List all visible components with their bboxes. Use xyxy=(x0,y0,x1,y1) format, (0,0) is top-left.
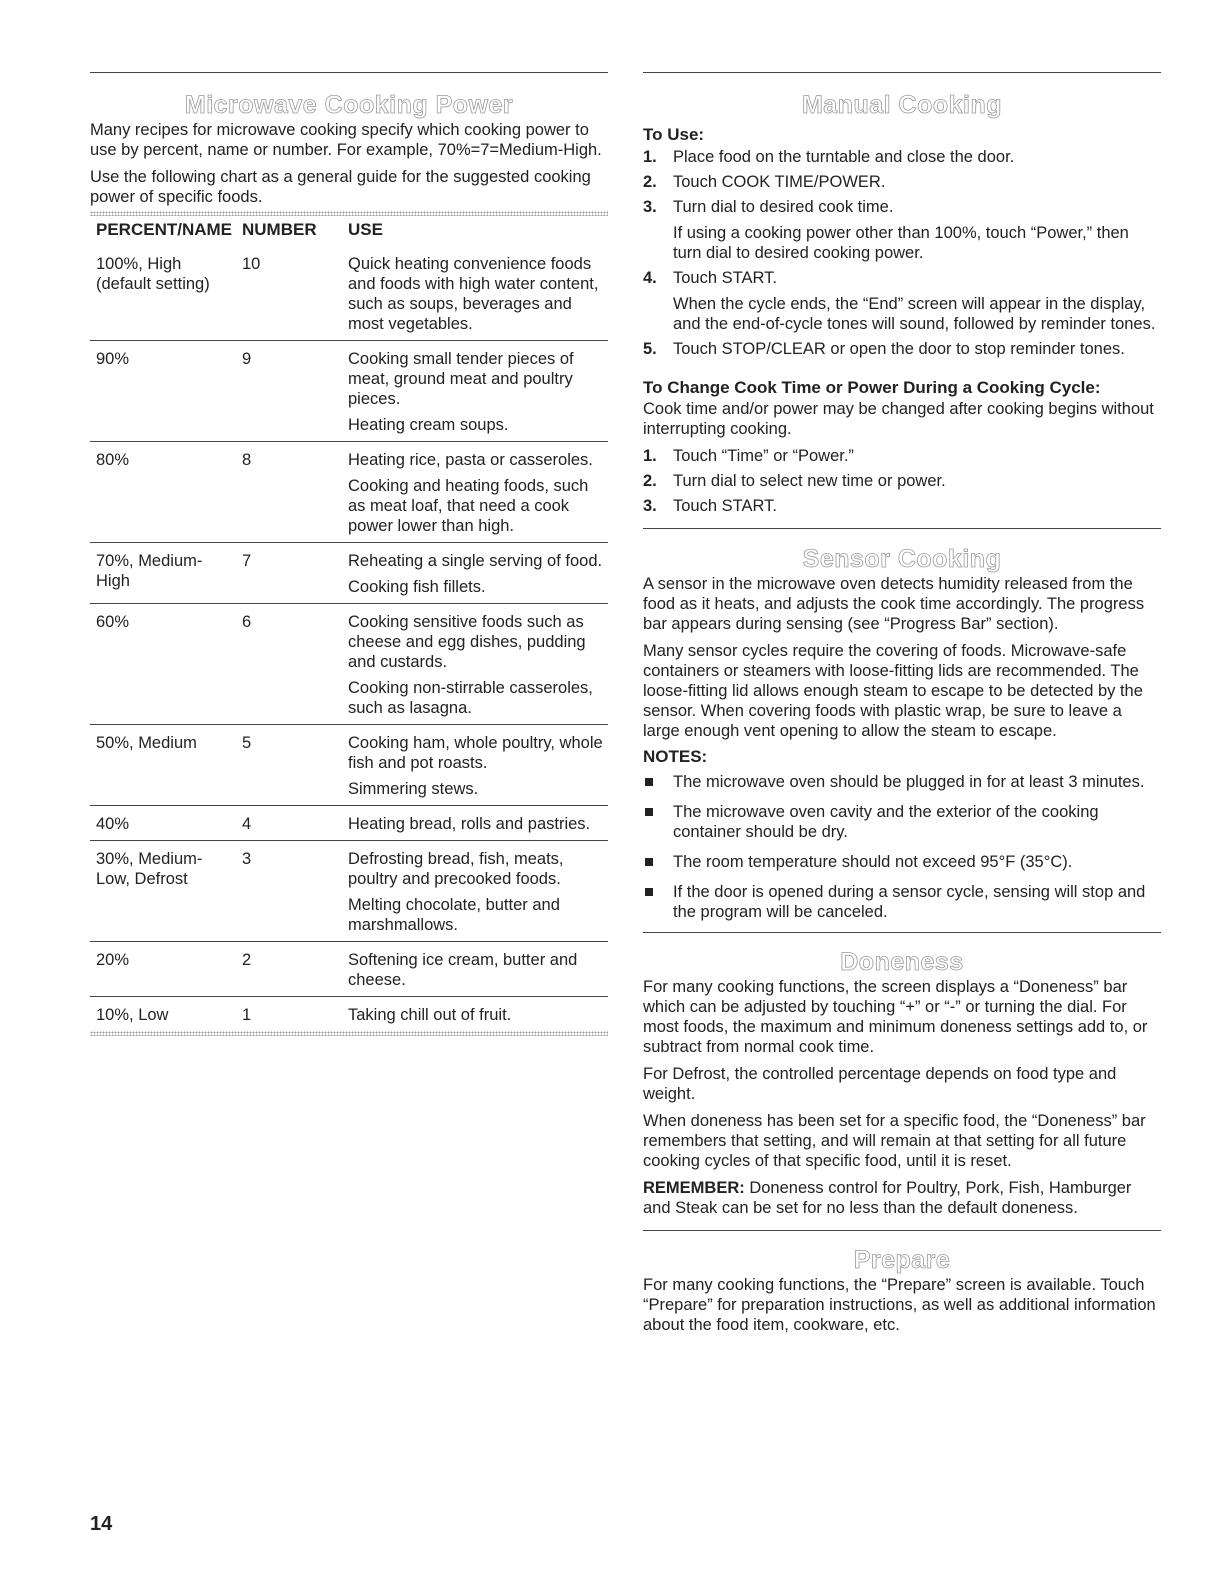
microwave-cooking-power-heading: Microwave Cooking Power xyxy=(184,91,514,119)
use-text: Cooking fish fillets. xyxy=(348,578,486,596)
step-text: Turn dial to select new time or power. xyxy=(673,472,946,490)
section-rule xyxy=(643,1230,1161,1231)
sensor-paragraph: Many sensor cycles require the covering of foods. Microwave-safe containers or steamers with loose-fitting lids are recommended. The loose-fitting lid allows enough steam to escape to be detected by the sensor. When covering foods with plastic wrap, be sure to leave a large enough vent opening to allow the steam to escape. xyxy=(643,642,1143,740)
step-text: Touch START. xyxy=(673,269,777,287)
step-number: 1. xyxy=(643,447,657,465)
change-steps xyxy=(643,446,1161,516)
table-row xyxy=(90,246,608,341)
use-cell xyxy=(342,341,608,442)
use-cell xyxy=(342,997,608,1032)
column-header: PERCENT/NAME xyxy=(96,220,233,239)
table-header-row xyxy=(90,216,608,246)
manual-steps xyxy=(643,147,1161,359)
list-item xyxy=(643,339,1161,359)
step-number: 1. xyxy=(643,148,657,166)
percent-cell: 20% xyxy=(90,942,236,997)
table-row xyxy=(90,841,608,942)
table-row xyxy=(90,725,608,806)
use-cell xyxy=(342,604,608,725)
step-detail: When the cycle ends, the “End” screen will appear in the display, and the end-of-cycle tones will sound, followed by reminder tones. xyxy=(673,295,1156,333)
use-text: Cooking ham, whole poultry, whole fish and pot roasts. xyxy=(348,734,603,772)
note-text: If the door is opened during a sensor cycle, sensing will stop and the program will be canceled. xyxy=(673,883,1146,921)
step-text: Touch STOP/CLEAR or open the door to stop reminder tones. xyxy=(673,340,1125,358)
change-cook-time-label: To Change Cook Time or Power During a Cooking Cycle: xyxy=(643,378,1101,397)
percent-cell: 100%, High (default setting) xyxy=(90,246,236,341)
number-cell: 8 xyxy=(236,442,342,543)
list-item xyxy=(643,197,1161,263)
use-text: Heating rice, pasta or casseroles. xyxy=(348,451,593,469)
doneness-paragraph: For many cooking functions, the screen displays a “Doneness” bar which can be adjusted by touching “+” or “-” or turning the dial. For most foods, the maximum and minimum doneness settings add to, or subtract from normal cook time. xyxy=(643,978,1148,1056)
step-text: Place food on the turntable and close the door. xyxy=(673,148,1015,166)
step-number: 2. xyxy=(643,472,657,490)
number-cell: 10 xyxy=(236,246,342,341)
percent-cell: 80% xyxy=(90,442,236,543)
bullet-icon xyxy=(645,888,653,896)
section-rule xyxy=(90,72,608,73)
use-text: Cooking sensitive foods such as cheese and egg dishes, pudding and custards. xyxy=(348,613,586,671)
use-text: Quick heating convenience foods and foods with high water content, such as soups, beverages and most vegetables. xyxy=(348,255,599,333)
list-item xyxy=(643,772,1161,792)
percent-cell: 70%, Medium-High xyxy=(90,543,236,604)
remember-label: REMEMBER: xyxy=(643,1179,745,1197)
prepare-heading: Prepare xyxy=(853,1246,951,1274)
bullet-icon xyxy=(645,778,653,786)
section-rule xyxy=(643,72,1161,73)
left-column xyxy=(90,0,608,1036)
use-text: Heating bread, rolls and pastries. xyxy=(348,815,591,833)
intro-paragraph: Use the following chart as a general guide for the suggested cooking power of specific foods. xyxy=(90,168,591,206)
remember-paragraph xyxy=(643,1178,1161,1218)
step-detail: If using a cooking power other than 100%, touch “Power,” then turn dial to desired cooking power. xyxy=(673,224,1129,262)
step-number: 5. xyxy=(643,340,657,358)
number-cell: 9 xyxy=(236,341,342,442)
number-cell: 6 xyxy=(236,604,342,725)
use-cell xyxy=(342,841,608,942)
intro-paragraph: Many recipes for microwave cooking specify which cooking power to use by percent, name or number. For example, 70%=7=Medium-High. xyxy=(90,121,602,159)
list-item xyxy=(643,471,1161,491)
manual-cooking-heading: Manual Cooking xyxy=(801,91,1003,119)
table-row xyxy=(90,442,608,543)
table-row xyxy=(90,942,608,997)
use-text: Heating cream soups. xyxy=(348,416,509,434)
percent-cell: 30%, Medium-Low, Defrost xyxy=(90,841,236,942)
use-text: Cooking and heating foods, such as meat loaf, that need a cook power lower than high. xyxy=(348,477,589,535)
use-text: Melting chocolate, butter and marshmallows. xyxy=(348,896,560,934)
list-item xyxy=(643,172,1161,192)
notes-label: NOTES: xyxy=(643,747,708,766)
use-cell xyxy=(342,246,608,341)
use-text: Reheating a single serving of food. xyxy=(348,552,603,570)
use-text: Defrosting bread, fish, meats, poultry and precooked foods. xyxy=(348,850,564,888)
number-cell: 5 xyxy=(236,725,342,806)
step-number: 3. xyxy=(643,198,657,216)
use-cell xyxy=(342,942,608,997)
column-header: NUMBER xyxy=(242,220,317,239)
percent-cell: 90% xyxy=(90,341,236,442)
step-number: 3. xyxy=(643,497,657,515)
number-cell: 2 xyxy=(236,942,342,997)
table-row xyxy=(90,341,608,442)
use-text: Cooking small tender pieces of meat, ground meat and poultry pieces. xyxy=(348,350,574,408)
section-rule xyxy=(643,932,1161,933)
doneness-paragraph: When doneness has been set for a specific food, the “Doneness” bar remembers that setting, and will remain at that setting for all future cooking cycles of that specific food, until it is reset. xyxy=(643,1112,1146,1170)
number-cell: 7 xyxy=(236,543,342,604)
step-text: Turn dial to desired cook time. xyxy=(673,198,894,216)
step-number: 4. xyxy=(643,269,657,287)
percent-cell: 10%, Low xyxy=(96,1006,169,1024)
table-bottom-rule xyxy=(90,1031,608,1036)
bullet-icon xyxy=(645,808,653,816)
prepare-paragraph: For many cooking functions, the “Prepare” screen is available. Touch “Prepare” for preparation instructions, as well as additional information about the food item, cookware, etc. xyxy=(643,1276,1156,1334)
table-row xyxy=(90,543,608,604)
table-row xyxy=(90,806,608,841)
use-text: Cooking non-stirrable casseroles, such as lasagna. xyxy=(348,679,593,717)
percent-cell: 60% xyxy=(90,604,236,725)
use-cell xyxy=(342,442,608,543)
cooking-power-table xyxy=(90,216,608,1031)
use-cell xyxy=(342,806,608,841)
table-row xyxy=(90,997,608,1032)
note-text: The microwave oven should be plugged in for at least 3 minutes. xyxy=(673,773,1145,791)
section-rule xyxy=(643,528,1161,529)
note-text: The microwave oven cavity and the exterior of the cooking container should be dry. xyxy=(673,803,1099,841)
percent-cell: 40% xyxy=(90,806,236,841)
use-text: Softening ice cream, butter and cheese. xyxy=(348,951,578,989)
step-text: Touch COOK TIME/POWER. xyxy=(673,173,886,191)
use-cell xyxy=(342,543,608,604)
right-column xyxy=(643,0,1161,1335)
change-cook-time-text: Cook time and/or power may be changed after cooking begins without interrupting cooking. xyxy=(643,400,1154,438)
doneness-paragraph: For Defrost, the controlled percentage depends on food type and weight. xyxy=(643,1065,1117,1103)
remember-text: Doneness control for Poultry, Pork, Fish, Hamburger and Steak can be set for no less than the default doneness. xyxy=(643,1179,1132,1217)
use-text: Simmering stews. xyxy=(348,780,479,798)
notes-list xyxy=(643,772,1161,922)
to-use-label: To Use: xyxy=(643,125,705,144)
step-number: 2. xyxy=(643,173,657,191)
page-number: 14 xyxy=(90,1513,113,1535)
bullet-icon xyxy=(645,858,653,866)
list-item xyxy=(643,852,1161,872)
column-header: USE xyxy=(348,220,383,239)
step-text: Touch “Time” or “Power.” xyxy=(673,447,854,465)
number-cell: 1 xyxy=(242,1006,252,1024)
number-cell: 3 xyxy=(236,841,342,942)
sensor-paragraph: A sensor in the microwave oven detects humidity released from the food as it heats, and adjusts the cook time accordingly. The progress bar appears during sensing (see “Progress Bar” section). xyxy=(643,575,1145,633)
doneness-heading: Doneness xyxy=(840,948,964,976)
list-item xyxy=(643,882,1161,922)
list-item xyxy=(643,446,1161,466)
note-text: The room temperature should not exceed 95°F (35°C). xyxy=(673,853,1073,871)
table-row xyxy=(90,604,608,725)
list-item xyxy=(643,147,1161,167)
use-text: Taking chill out of fruit. xyxy=(348,1006,512,1024)
list-item xyxy=(643,268,1161,334)
percent-cell: 50%, Medium xyxy=(90,725,236,806)
list-item xyxy=(643,802,1161,842)
list-item xyxy=(643,496,1161,516)
number-cell: 4 xyxy=(236,806,342,841)
use-cell xyxy=(342,725,608,806)
sensor-cooking-heading: Sensor Cooking xyxy=(802,545,1002,573)
step-text: Touch START. xyxy=(673,497,777,515)
